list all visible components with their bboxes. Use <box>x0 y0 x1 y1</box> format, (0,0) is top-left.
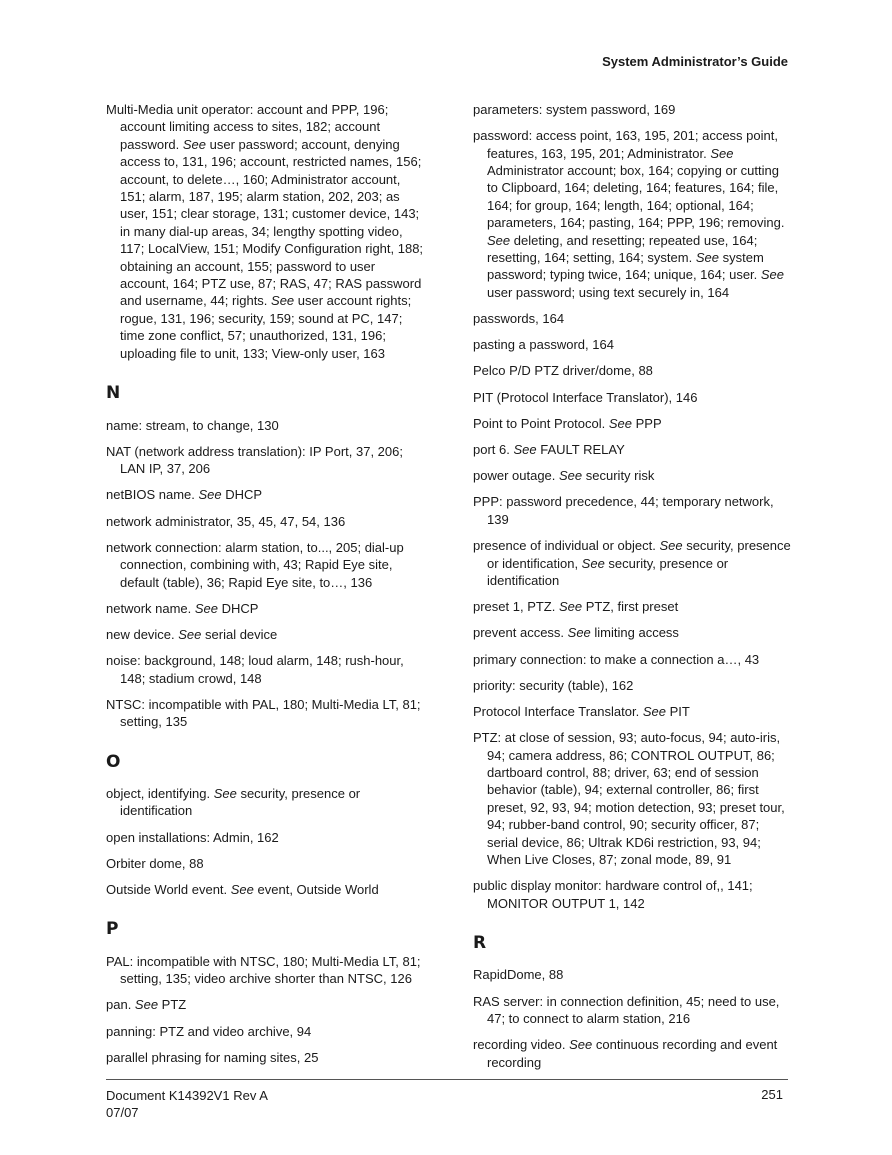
entry-text: PAL: incompatible with NTSC, 180; Multi-Media LT, 81; setting, 135; video archive shorter than NTSC, 126 <box>106 953 421 987</box>
index-entry <box>473 467 791 484</box>
section-letter-p: P <box>106 919 119 940</box>
entry-text: system password; typing twice, 164; unique, 164; user. <box>487 250 764 283</box>
index-entry <box>473 729 791 868</box>
entry-text: PPP <box>632 415 662 431</box>
see-reference: See <box>182 136 207 152</box>
entry-text: PTZ: at close of session, 93; auto-focus, 94; auto-iris, 94; camera address, 86; CONTROL OUTPUT, 86; dartboard control, 88; driver, 63; end of session behavior (table), 94; external controller, 86; first preset, 92, 93, 94; motion detection, 93; preset tour, 94; rubber-band control, 90; security officer, 87; serial device, 86; Ultrak KD6i restriction, 93, 94; When Live Closes, 87; zonal mode, 89, 91 <box>473 730 785 867</box>
entry-text: user password; account, denying access to, 131, 196; account, restricted names, 156; account, to delete…, 160; Administrator account, 151; alarm, 187, 195; alarm station, 202, 203; as user, 151; clear storage, 131; customer device, 143; in many dial-up areas, 34; lengthy spotting video, 117; LocalView, 151; Modify Configuration right, 188; obtaining an account, 155; password to user account, 164; PTZ use, 87; RAS, 47; RAS password and username, 44; rights. <box>120 136 424 309</box>
index-entry <box>473 877 791 912</box>
see-reference: See <box>569 1037 593 1053</box>
entry-text: prevent access. <box>473 625 568 641</box>
index-entry <box>106 486 424 503</box>
entry-text: passwords, 164 <box>473 311 565 327</box>
entry-text: port 6. <box>473 442 514 458</box>
entry-text: DHCP <box>221 487 263 503</box>
index-column-left <box>106 101 424 1075</box>
see-reference: See <box>567 625 591 641</box>
see-reference: See <box>513 442 537 458</box>
index-entry <box>473 101 791 118</box>
see-reference: See <box>134 997 159 1013</box>
entry-text: Protocol Interface Translator. <box>473 703 643 719</box>
entry-text: RapidDome, 88 <box>473 967 564 983</box>
index-entry <box>106 1049 424 1066</box>
entry-text: parameters: system password, 169 <box>473 102 676 117</box>
index-entry <box>106 417 424 434</box>
index-entry <box>106 953 424 988</box>
entry-text: PTZ <box>158 997 187 1013</box>
entry-text: Point to Point Protocol. <box>473 415 609 431</box>
see-reference: See <box>178 626 202 642</box>
see-reference: See <box>198 487 222 503</box>
see-reference: See <box>271 293 295 309</box>
entry-text: priority: security (table), 162 <box>473 677 634 693</box>
index-entry <box>106 539 424 591</box>
see-reference: See <box>230 881 254 897</box>
entry-text: recording video. <box>473 1037 570 1053</box>
entry-text: PIT <box>665 703 690 719</box>
entry-text: security, presence or identification <box>120 785 361 819</box>
index-entry <box>106 785 424 820</box>
entry-text: power outage. <box>473 468 560 484</box>
index-entry <box>106 513 424 530</box>
entry-text: DHCP <box>218 600 259 616</box>
index-entry <box>473 493 791 528</box>
entry-text: PTZ, first preset <box>582 599 679 615</box>
index-entry <box>473 703 791 720</box>
entry-text: NTSC: incompatible with PAL, 180; Multi-Media LT, 81; setting, 135 <box>106 696 421 730</box>
see-reference: See <box>760 267 785 283</box>
index-entry <box>106 696 424 731</box>
entry-text: presence of individual or object. <box>473 538 660 554</box>
entry-text: password: access point, 163, 195, 201; access point, features, 163, 195, 201; Administrator. <box>473 128 778 161</box>
index-entry <box>473 1036 791 1071</box>
entry-text: RAS server: in connection definition, 45; need to use, 47; to connect to alarm station, 216 <box>473 993 780 1026</box>
see-reference: See <box>642 703 666 719</box>
entry-text: FAULT RELAY <box>536 442 625 458</box>
entry-text: public display monitor: hardware control of,, 141; MONITOR OUTPUT 1, 142 <box>473 878 753 911</box>
index-entry <box>106 881 424 898</box>
entry-text: NAT (network address translation): IP Port, 37, 206; LAN IP, 37, 206 <box>106 443 403 477</box>
entry-text: continuous recording and event recording <box>487 1037 778 1070</box>
entry-text: noise: background, 148; loud alarm, 148; rush-hour, 148; stadium crowd, 148 <box>106 653 404 686</box>
entry-text: new device. <box>106 626 179 642</box>
index-entry <box>106 829 424 846</box>
entry-text: Administrator account; box, 164; copying or cutting to Clipboard, 164; deleting, 164; features, 164; file, 164; for group, 164; length, 164; optional, 164; parameters, 164; pasting, 164; PPP, 196; removing. <box>487 163 785 231</box>
entry-text: network connection: alarm station, to..., 205; dial-up connection, combining with, 43; Rapid Eye site, default (table), 36; Rapid Eye site, to…, 136 <box>106 539 404 590</box>
entry-text: security, presence or identification <box>487 555 729 588</box>
index-entry <box>473 677 791 694</box>
footer-document-info <box>106 1087 268 1121</box>
see-reference: See <box>710 145 734 161</box>
entry-text: object, identifying. <box>106 785 214 801</box>
entry-text: security, presence or identification, <box>487 538 791 571</box>
entry-text: serial device <box>201 626 278 642</box>
entry-text: preset 1, PTZ. <box>473 599 559 615</box>
entry-text: limiting access <box>590 625 679 641</box>
entry-text: Orbiter dome, 88 <box>106 855 204 871</box>
entry-text: pan. <box>106 997 135 1013</box>
see-reference: See <box>608 415 632 431</box>
see-reference: See <box>213 785 237 801</box>
footer-date: 07/07 <box>106 1105 139 1120</box>
see-reference: See <box>695 250 719 266</box>
entry-text: Outside World event. <box>106 881 231 897</box>
entry-text: event, Outside World <box>253 881 379 897</box>
index-entry <box>473 310 791 327</box>
entry-text: PPP: password precedence, 44; temporary network, 139 <box>473 494 774 527</box>
index-entry <box>473 127 791 301</box>
index-entry <box>473 624 791 641</box>
section-letter-o: O <box>106 751 121 772</box>
index-entry <box>473 651 791 668</box>
footer-doc-id: Document K14392V1 Rev A <box>106 1088 268 1103</box>
section-letter-n: N <box>106 383 121 404</box>
entry-text: network administrator, 35, 45, 47, 54, 136 <box>106 513 346 529</box>
entry-text: parallel phrasing for naming sites, 25 <box>106 1049 319 1065</box>
running-header: System Administrator’s Guide <box>602 54 788 69</box>
index-entry <box>106 1023 424 1040</box>
entry-text: network name. <box>106 600 195 616</box>
see-reference: See <box>558 599 583 615</box>
see-reference: See <box>194 600 219 616</box>
page-number: 251 <box>761 1087 783 1102</box>
index-entry <box>106 996 424 1013</box>
index-entry <box>473 389 791 406</box>
index-entry <box>106 101 424 362</box>
entry-text: name: stream, to change, 130 <box>106 417 279 433</box>
entry-text: Multi-Media unit operator: account and PPP, 196; account limiting access to sites, 182; account password. <box>106 102 389 152</box>
index-entry <box>473 415 791 432</box>
entry-text: user account rights; rogue, 131, 196; security, 159; sound at PC, 147; time zone conflict, 57; unauthorized, 131, 196; uploading file to unit, 133; View-only user, 163 <box>120 293 412 361</box>
see-reference: See <box>659 538 683 554</box>
index-entry <box>473 441 791 458</box>
entry-text: deleting, and resetting; repeated use, 164; resetting, 164; setting, 164; system. <box>487 232 758 266</box>
entry-text: open installations: Admin, 162 <box>106 829 279 845</box>
entry-text: security risk <box>582 468 655 484</box>
entry-text: panning: PTZ and video archive, 94 <box>106 1023 312 1039</box>
index-entry <box>473 336 791 353</box>
index-column-right <box>473 101 791 1080</box>
entry-text: Pelco P/D PTZ driver/dome, 88 <box>473 363 653 379</box>
index-entry <box>106 600 424 617</box>
see-reference: See <box>559 468 583 484</box>
index-entry <box>106 443 424 478</box>
index-entry <box>473 966 791 983</box>
see-reference: See <box>581 555 605 571</box>
entry-text: user password; using text securely in, 164 <box>487 284 730 300</box>
index-entry <box>473 993 791 1028</box>
index-entry <box>473 362 791 379</box>
index-entry <box>106 626 424 643</box>
index-entry <box>473 598 791 615</box>
index-entry <box>473 537 791 589</box>
index-entry <box>106 652 424 687</box>
entry-text: netBIOS name. <box>106 487 199 503</box>
see-reference: See <box>487 232 511 248</box>
entry-text: PIT (Protocol Interface Translator), 146 <box>473 389 698 405</box>
index-entry <box>106 855 424 872</box>
entry-text: primary connection: to make a connection a…, 43 <box>473 651 760 667</box>
section-letter-r: R <box>473 932 487 953</box>
footer-divider <box>106 1079 788 1080</box>
entry-text: pasting a password, 164 <box>473 337 614 353</box>
